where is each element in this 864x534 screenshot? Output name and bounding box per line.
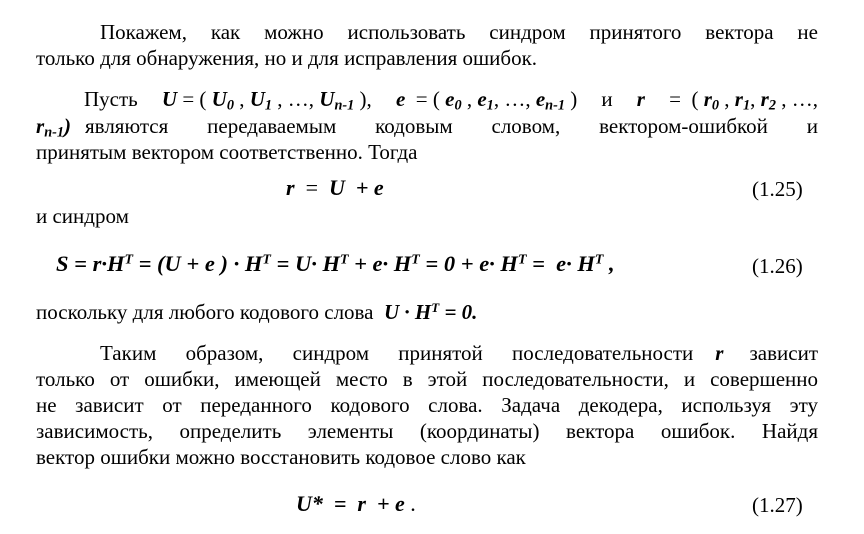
equation-1-27: U* = r + e . [296,491,416,516]
received-symbol-r: r [636,87,645,111]
paragraph-2-line-2-text: являются передаваемым кодовым словом, вектором-ошибкой и [85,114,818,138]
paragraph-3-line-5: вектор ошибки можно восстановить кодовое слово как [36,445,526,469]
paragraph-2-and: и [601,87,613,111]
paragraph-3-depends: зависит [749,341,818,365]
paragraph-3-line-3: не зависит от переданного кодового слова. Задача декодера, используя эту [36,393,818,417]
equation-1-25: r = U + e [286,175,384,200]
and-syndrome-text: и синдром [36,204,129,228]
equation-1-27-number: (1.27) [752,493,803,517]
paragraph-3-line-1-text: Таким образом, синдром принятой последовательности [100,341,694,365]
equation-1-26: $S = r\cdot H^T = (U + e$ ) · $H^T = U\cdot H^T + e\cdot H^T = 0 + e\cdot H^T = e\cdot H^T$ , [56,251,615,276]
since-line-text: поскольку для любого кодового слова [36,300,374,324]
paragraph-2-line-1 [84,86,818,112]
paragraph-3-line-4: зависимость, определить элементы (координаты) вектора ошибок. Найдя [36,419,818,443]
paragraph-2-line-2 [36,113,818,139]
equation-1-25-number: (1.25) [752,177,803,201]
paragraph-2-line-3: принятым вектором соответственно. Тогда [36,140,418,164]
paragraph-1-line-1: Покажем, как можно использовать синдром принятого вектора не [100,20,818,44]
received-last-element: $r_{n-1}$) [36,114,72,141]
error-vector-definition: e = ( $e_0$ , $e_1$, …, $e_{n-1}$ ) [395,87,578,114]
codeword-vector-definition: U = ( $U_0$ , $U_1$ , …, $U_{n-1}$ ), [161,87,372,114]
received-sequence-r: r [715,341,724,365]
paragraph-3-line-1 [100,340,818,366]
paragraph-1-line-2: только для обнаружения, но и для исправления ошибок. [36,46,538,70]
equation-1-26-number: (1.26) [752,254,803,278]
since-line [36,299,477,325]
since-line-formula: $U \cdot H^T = 0$. [378,299,478,324]
paragraph-3-line-2: только от ошибки, имеющей место в этой последовательности, и совершенно [36,367,818,391]
received-vector-definition: = ( $r_0$ , $r_1$, $r_2$ , …, [669,87,818,114]
paragraph-2-intro: Пусть [84,87,138,111]
